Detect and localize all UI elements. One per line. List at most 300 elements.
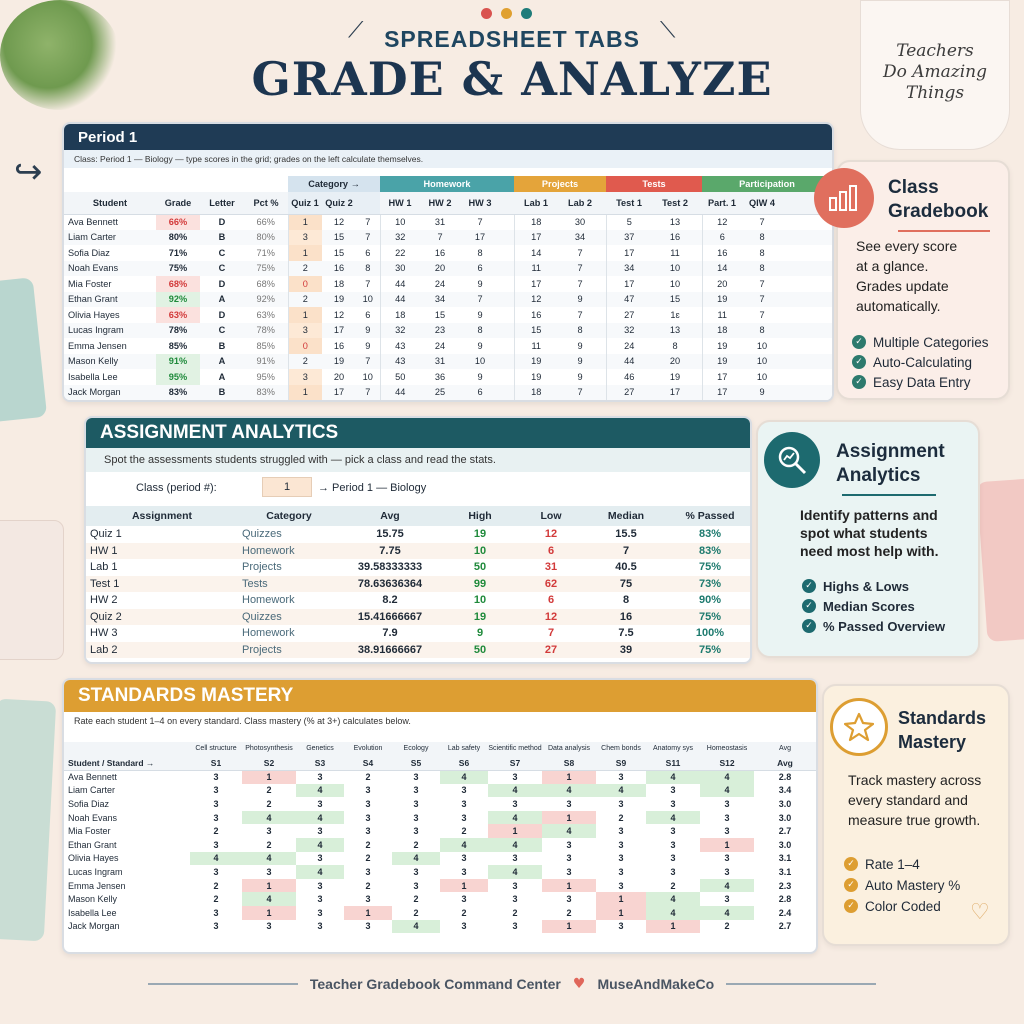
table-row <box>64 385 832 401</box>
mastery-cell: 2 <box>618 812 624 823</box>
analytics-cell: 90% <box>698 594 722 607</box>
standards-note: Rate each student 1–4 on every standard. Class mastery (% at 3+) calculates below. <box>74 716 411 726</box>
analytics-card-title-line2: Analytics <box>836 465 921 486</box>
standards-card-desc-line3: measure true growth. <box>848 812 981 828</box>
standard-name-header: Homeostasis <box>706 745 748 752</box>
check-icon: ✓ <box>844 899 858 913</box>
score-cell: B <box>218 232 226 243</box>
analytics-cell: 99 <box>473 577 487 590</box>
score-cell: 17 <box>514 230 558 246</box>
score-cell: 7 <box>577 247 583 258</box>
standards-feature-3-label: Color Coded <box>865 898 941 914</box>
analytics-cell: HW 3 <box>90 627 118 640</box>
table-row <box>86 576 750 593</box>
mastery-cell: 4 <box>242 811 296 825</box>
notebooks-left-decoration <box>0 699 56 942</box>
analytics-cell: 7.9 <box>382 627 398 640</box>
mastery-cell: 3 <box>213 812 219 823</box>
mastery-cell: 1 <box>542 879 596 893</box>
score-cell: 16 <box>702 245 742 261</box>
student-name-cell: Mia Foster <box>68 278 112 289</box>
mastery-cell: 3 <box>566 866 572 877</box>
score-cell: 11 <box>702 307 742 323</box>
mastery-cell: 3.0 <box>778 839 792 850</box>
mastery-cell: 3 <box>413 798 419 809</box>
score-cell <box>500 307 514 323</box>
mastery-cell: 4 <box>542 824 596 838</box>
score-cell: 7 <box>759 217 765 227</box>
table-row <box>64 838 816 852</box>
score-cell: 8 <box>759 247 765 258</box>
score-cell <box>782 261 832 277</box>
analytics-cell: Quiz 2 <box>90 610 122 623</box>
check-icon: ✓ <box>852 335 866 349</box>
mastery-cell: 2 <box>213 894 219 905</box>
mastery-cell: 3 <box>213 798 219 809</box>
score-cell: 19 <box>669 371 681 382</box>
check-icon: ✓ <box>802 619 816 633</box>
mastery-cell: 3.0 <box>778 798 792 809</box>
score-cell: 7 <box>759 278 765 289</box>
analytics-feature-3 <box>802 616 945 636</box>
score-cell: 3 <box>288 323 322 339</box>
mastery-cell: 3 <box>512 921 518 932</box>
score-cell: 8 <box>477 247 483 258</box>
mastery-cell: 3 <box>724 798 730 809</box>
class-selector-label: Class (period #): <box>136 482 217 494</box>
table-row <box>64 307 832 323</box>
score-cell: 8 <box>759 263 765 274</box>
score-cell: 17 <box>333 387 345 398</box>
mastery-cell: 3 <box>413 812 419 823</box>
mastery-cell: 1 <box>344 906 392 920</box>
student-name-cell: Sofia Diaz <box>68 798 110 809</box>
group-header-participation: Participation <box>702 176 832 192</box>
score-cell: 7 <box>365 387 371 398</box>
mastery-cell: 3 <box>413 880 419 891</box>
score-cell <box>782 292 832 308</box>
standard-name-header: Avg <box>779 745 791 752</box>
student-name-cell: Noah Evans <box>68 263 119 274</box>
header-dots <box>481 8 532 19</box>
mastery-cell: 3 <box>566 798 572 809</box>
analytics-title-bar <box>86 418 750 448</box>
score-cell: 7 <box>759 309 765 320</box>
mastery-cell: 2 <box>461 907 467 918</box>
score-cell: 9 <box>577 340 583 351</box>
score-cell: 19 <box>702 292 742 308</box>
mastery-cell: 2 <box>461 826 467 837</box>
mastery-cell: 4 <box>242 892 296 906</box>
mastery-cell: 3 <box>618 921 624 932</box>
score-cell: 0 <box>288 338 322 354</box>
analytics-cell: 78.63636364 <box>357 577 423 590</box>
score-cell <box>500 292 514 308</box>
score-cell: 14 <box>702 261 742 277</box>
mastery-cell: 3 <box>512 894 518 905</box>
score-cell: 6 <box>477 263 483 274</box>
check-icon: ✓ <box>844 857 858 871</box>
analytics-cell: 12 <box>544 528 558 541</box>
score-cell: 3 <box>288 369 322 385</box>
mastery-cell: 3 <box>618 839 624 850</box>
student-name-cell: Ethan Grant <box>68 839 117 850</box>
score-cell: 95% <box>256 371 275 382</box>
mastery-cell: 3 <box>724 812 730 823</box>
score-cell: 85% <box>256 340 275 351</box>
score-cell: 7 <box>759 294 765 305</box>
gradebook-feature-card <box>836 160 1010 400</box>
score-cell: 10 <box>756 340 768 351</box>
mastery-cell: 3.1 <box>778 866 792 877</box>
mastery-cell: 3 <box>724 826 730 837</box>
standards-card-title-line1: Standards <box>898 708 987 728</box>
score-cell: A <box>218 356 226 367</box>
mastery-cell: 3 <box>670 785 676 796</box>
mastery-cell: 3 <box>618 866 624 877</box>
analytics-card-desc <box>800 506 938 560</box>
score-cell: 2 <box>288 292 322 308</box>
mastery-cell: 4 <box>700 879 754 893</box>
score-cell: 20 <box>669 356 681 367</box>
analytics-cell: 75% <box>698 610 722 623</box>
table-row <box>64 338 832 354</box>
table-row <box>86 526 750 543</box>
mastery-cell: 4 <box>488 811 542 825</box>
analytics-note: Spot the assessments students struggled with — pick a class and read the stats. <box>86 448 750 472</box>
heart-doodle-icon: ♡ <box>970 900 990 925</box>
footer <box>0 974 1024 994</box>
student-name-cell: Noah Evans <box>68 812 118 823</box>
score-cell: 6 <box>365 309 371 320</box>
gradebook-feature-2-label: Auto-Calculating <box>873 354 973 370</box>
table-row <box>64 879 816 893</box>
analytics-feature-2-label: Median Scores <box>823 598 915 614</box>
mastery-cell: 3 <box>461 853 467 864</box>
score-cell: B <box>218 340 226 351</box>
gradebook-card-desc-line3: Grades update <box>856 278 949 294</box>
table-row <box>64 770 816 784</box>
mastery-cell: 3 <box>266 921 272 932</box>
score-cell: 17 <box>474 232 486 243</box>
score-cell: 18 <box>702 323 742 339</box>
standard-name-header: Anatomy sys <box>652 745 694 752</box>
analytics-cell: 12 <box>544 610 558 623</box>
student-name-cell: Jack Morgan <box>68 921 120 932</box>
score-cell: 32 <box>606 323 652 339</box>
student-name-cell: Emma Jensen <box>68 340 127 351</box>
score-cell: 10 <box>756 371 768 382</box>
mastery-cell: 4 <box>440 770 488 784</box>
score-cell: 18 <box>514 385 558 401</box>
standard-code-header: S9 <box>596 756 646 770</box>
analytics-cell: Projects <box>242 561 282 574</box>
gradebook-card-desc-line4: automatically. <box>856 298 941 314</box>
mastery-cell: 3 <box>670 798 676 809</box>
mastery-cell: 4 <box>646 892 700 906</box>
score-cell: 80% <box>256 232 275 243</box>
student-name-cell: Mia Foster <box>68 826 111 837</box>
analytics-cell: 83% <box>698 544 722 557</box>
mastery-cell: 2 <box>413 894 419 905</box>
mastery-cell: 3 <box>213 921 219 932</box>
analytics-cell: 7.5 <box>618 627 634 640</box>
score-cell: 34 <box>606 261 652 277</box>
score-cell: 1 <box>288 307 322 323</box>
analytics-cell: Quizzes <box>242 528 282 541</box>
analytics-card-desc-line1: Identify patterns and <box>800 507 938 523</box>
analytics-cell: 75 <box>619 577 633 590</box>
mastery-cell: 2 <box>724 921 730 932</box>
mastery-cell: 3 <box>618 826 624 837</box>
score-cell: 43 <box>380 354 420 370</box>
analytics-cell: 7 <box>547 627 555 640</box>
mastery-cell: 3.0 <box>778 812 792 823</box>
mastery-cell: 3 <box>670 866 676 877</box>
analytics-card-desc-line3: need most help with. <box>800 543 939 559</box>
mastery-cell: 3 <box>213 866 219 877</box>
score-cell: 12 <box>333 217 345 227</box>
analytics-cell: 75% <box>698 561 722 574</box>
score-cell: 7 <box>365 356 371 367</box>
gradebook-col-header <box>356 192 380 214</box>
score-cell: 68% <box>256 278 275 289</box>
mastery-cell: 3 <box>365 785 371 796</box>
standard-code-header: S1 <box>190 756 242 770</box>
analytics-cell: Lab 2 <box>90 643 118 656</box>
sparkle-left-icon: ⟋ <box>348 18 364 43</box>
score-cell: 18 <box>514 214 558 230</box>
student-name-cell: Emma Jensen <box>68 880 126 891</box>
score-cell <box>782 338 832 354</box>
score-cell: 12 <box>514 292 558 308</box>
student-name-cell: Ava Bennett <box>68 217 118 227</box>
mastery-cell: 1 <box>542 770 596 784</box>
score-cell: 47 <box>606 292 652 308</box>
analytics-cell: 19 <box>473 610 487 623</box>
mastery-cell: 3 <box>724 853 730 864</box>
gradebook-card-desc-line1: See every score <box>856 238 958 254</box>
sparkle-right-icon: ⟍ <box>660 18 676 43</box>
gradebook-col-header: Pct % <box>244 192 288 214</box>
dot-red <box>481 8 492 19</box>
score-cell: 91% <box>156 354 200 370</box>
mastery-cell: 3 <box>566 894 572 905</box>
mastery-cell: 4 <box>646 906 700 920</box>
score-cell: 10 <box>380 214 420 230</box>
standard-name-header: Genetics <box>306 745 334 752</box>
mastery-cell: 2 <box>365 839 371 850</box>
mastery-cell: 2.8 <box>778 772 792 783</box>
score-cell: 34 <box>434 294 446 305</box>
notebook-decoration <box>0 277 47 423</box>
mastery-cell: 1 <box>242 906 296 920</box>
score-cell: 78% <box>168 325 188 336</box>
standard-name-header: Chem bonds <box>601 745 641 752</box>
pencil-cup-decoration <box>0 520 64 660</box>
standards-card-title-line2: Mastery <box>898 732 967 752</box>
mastery-cell: 3 <box>317 894 323 905</box>
score-cell: 6 <box>477 387 483 398</box>
mastery-cell: 3 <box>618 798 624 809</box>
footer-divider-left <box>148 983 298 985</box>
mastery-cell: 4 <box>488 838 542 852</box>
score-cell: 91% <box>256 356 275 367</box>
mastery-cell: 3 <box>317 921 323 932</box>
score-cell <box>782 230 832 246</box>
mastery-cell: 3 <box>618 853 624 864</box>
score-cell: 19 <box>702 338 742 354</box>
mastery-cell: 2 <box>413 839 419 850</box>
score-cell: 7 <box>577 387 583 398</box>
score-cell <box>500 245 514 261</box>
standard-name-header: Cell structure <box>195 745 237 752</box>
analytics-feature-3-label: % Passed Overview <box>823 618 946 634</box>
score-cell: 32 <box>380 230 420 246</box>
table-row <box>64 369 832 385</box>
mastery-cell: 3.4 <box>778 785 792 796</box>
mug-text-line2: Do Amazing <box>882 62 988 82</box>
dot-yellow <box>501 8 512 19</box>
standards-card-desc-line1: Track mastery across <box>848 772 982 788</box>
student-name-cell: Mason Kelly <box>68 894 118 905</box>
standard-name-header: Evolution <box>353 745 383 752</box>
standard-name-header <box>64 742 190 756</box>
gradebook-table <box>64 176 832 400</box>
score-cell: 68% <box>156 276 200 292</box>
mastery-cell: 1 <box>488 824 542 838</box>
mastery-cell: 2 <box>266 785 272 796</box>
gradebook-panel <box>62 122 834 402</box>
gradebook-card-desc <box>856 236 957 316</box>
score-cell: 44 <box>380 385 420 401</box>
standards-card-desc-line2: every standard and <box>848 792 968 808</box>
table-row <box>64 811 816 825</box>
mastery-cell: 3 <box>461 798 467 809</box>
class-selector-input[interactable]: 1 <box>262 477 312 497</box>
mastery-cell: 4 <box>488 784 542 798</box>
standard-code-header: S8 <box>542 756 596 770</box>
score-cell: 20 <box>333 371 345 382</box>
score-cell: 11 <box>514 261 558 277</box>
mastery-cell: 3 <box>512 880 518 891</box>
score-cell: 44 <box>380 292 420 308</box>
score-cell: 6 <box>702 230 742 246</box>
mastery-cell: 3 <box>365 812 371 823</box>
analytics-cell: 7.75 <box>379 544 401 557</box>
table-row <box>86 543 750 560</box>
score-cell: A <box>218 371 226 382</box>
standards-feature-1 <box>844 854 920 874</box>
mastery-cell: 3.1 <box>778 853 792 864</box>
mastery-cell: 4 <box>542 784 596 798</box>
score-cell: 25 <box>434 387 446 398</box>
gradebook-col-header: Lab 1 <box>514 192 558 214</box>
mastery-cell: 3 <box>512 772 518 783</box>
analytics-col-header: Low <box>540 510 562 522</box>
score-cell: 8 <box>759 325 765 336</box>
gradebook-col-header: QIW 4 <box>742 192 782 214</box>
score-cell: 17 <box>702 369 742 385</box>
analytics-cell: 100% <box>695 627 725 640</box>
gradebook-col-header: Quiz 2 <box>322 192 356 214</box>
score-cell: 43 <box>380 338 420 354</box>
score-cell: 16 <box>333 263 345 274</box>
analytics-col-header: Avg <box>380 510 400 522</box>
gradebook-card-title <box>888 176 988 224</box>
gradebook-col-header: Grade <box>156 192 200 214</box>
score-cell <box>500 369 514 385</box>
mastery-cell: 2 <box>266 839 272 850</box>
mastery-cell: 4 <box>440 838 488 852</box>
footer-right-text: MuseAndMakeCo <box>597 976 715 992</box>
mastery-cell: 2 <box>266 798 272 809</box>
score-cell: 7 <box>577 309 583 320</box>
dot-teal <box>521 8 532 19</box>
mastery-cell: 3 <box>413 866 419 877</box>
mastery-cell: 3 <box>317 772 323 783</box>
analytics-cell: 39 <box>619 643 633 656</box>
score-cell <box>782 369 832 385</box>
score-cell: A <box>218 294 226 305</box>
standard-name-header: Photosynthesis <box>245 745 293 752</box>
student-name-cell: Jack Morgan <box>68 387 121 398</box>
gradebook-card-title-line1: Class <box>888 177 939 198</box>
magnifier-chart-icon <box>764 432 820 488</box>
mastery-cell: 1 <box>700 838 754 852</box>
standard-code-header: S5 <box>392 756 440 770</box>
mastery-cell: 3 <box>512 853 518 864</box>
class-selector-result: → Period 1 — Biology <box>318 482 427 494</box>
score-cell: 24 <box>434 340 446 351</box>
mastery-cell: 4 <box>190 852 242 866</box>
mastery-cell: 3 <box>461 785 467 796</box>
standards-title: STANDARDS MASTERY <box>78 685 294 706</box>
mastery-cell: 3 <box>213 785 219 796</box>
score-cell: 10 <box>362 294 373 305</box>
score-cell: 15 <box>333 247 345 258</box>
score-cell: 8 <box>577 325 583 336</box>
score-cell <box>782 276 832 292</box>
mastery-cell: 3 <box>670 839 676 850</box>
mastery-cell: 3 <box>670 853 676 864</box>
analytics-cell: Quiz 1 <box>90 528 122 541</box>
analytics-cell: 7 <box>622 544 630 557</box>
analytics-cell: 8.2 <box>382 594 398 607</box>
score-cell <box>500 261 514 277</box>
score-cell: 36 <box>434 371 446 382</box>
analytics-table <box>86 506 750 658</box>
student-name-cell: Isabella Lee <box>68 907 117 918</box>
standard-name-header: Lab safety <box>447 745 481 752</box>
score-cell <box>500 323 514 339</box>
analytics-cell: 10 <box>473 594 487 607</box>
mastery-cell: 4 <box>596 784 646 798</box>
score-cell: 23 <box>434 325 446 336</box>
table-row <box>64 354 832 370</box>
analytics-col-header: Assignment <box>131 510 193 522</box>
score-cell: 9 <box>477 309 483 320</box>
analytics-cell: 62 <box>544 577 558 590</box>
mastery-cell: 3 <box>461 866 467 877</box>
gradebook-title: Period 1 <box>78 128 138 146</box>
standard-name-header: Ecology <box>403 745 429 752</box>
standard-code-header: S3 <box>296 756 344 770</box>
gradebook-feature-1-label: Multiple Categories <box>873 334 989 350</box>
score-cell: 16 <box>434 247 446 258</box>
mastery-cell: 3 <box>317 853 323 864</box>
mastery-cell: 3 <box>670 826 676 837</box>
